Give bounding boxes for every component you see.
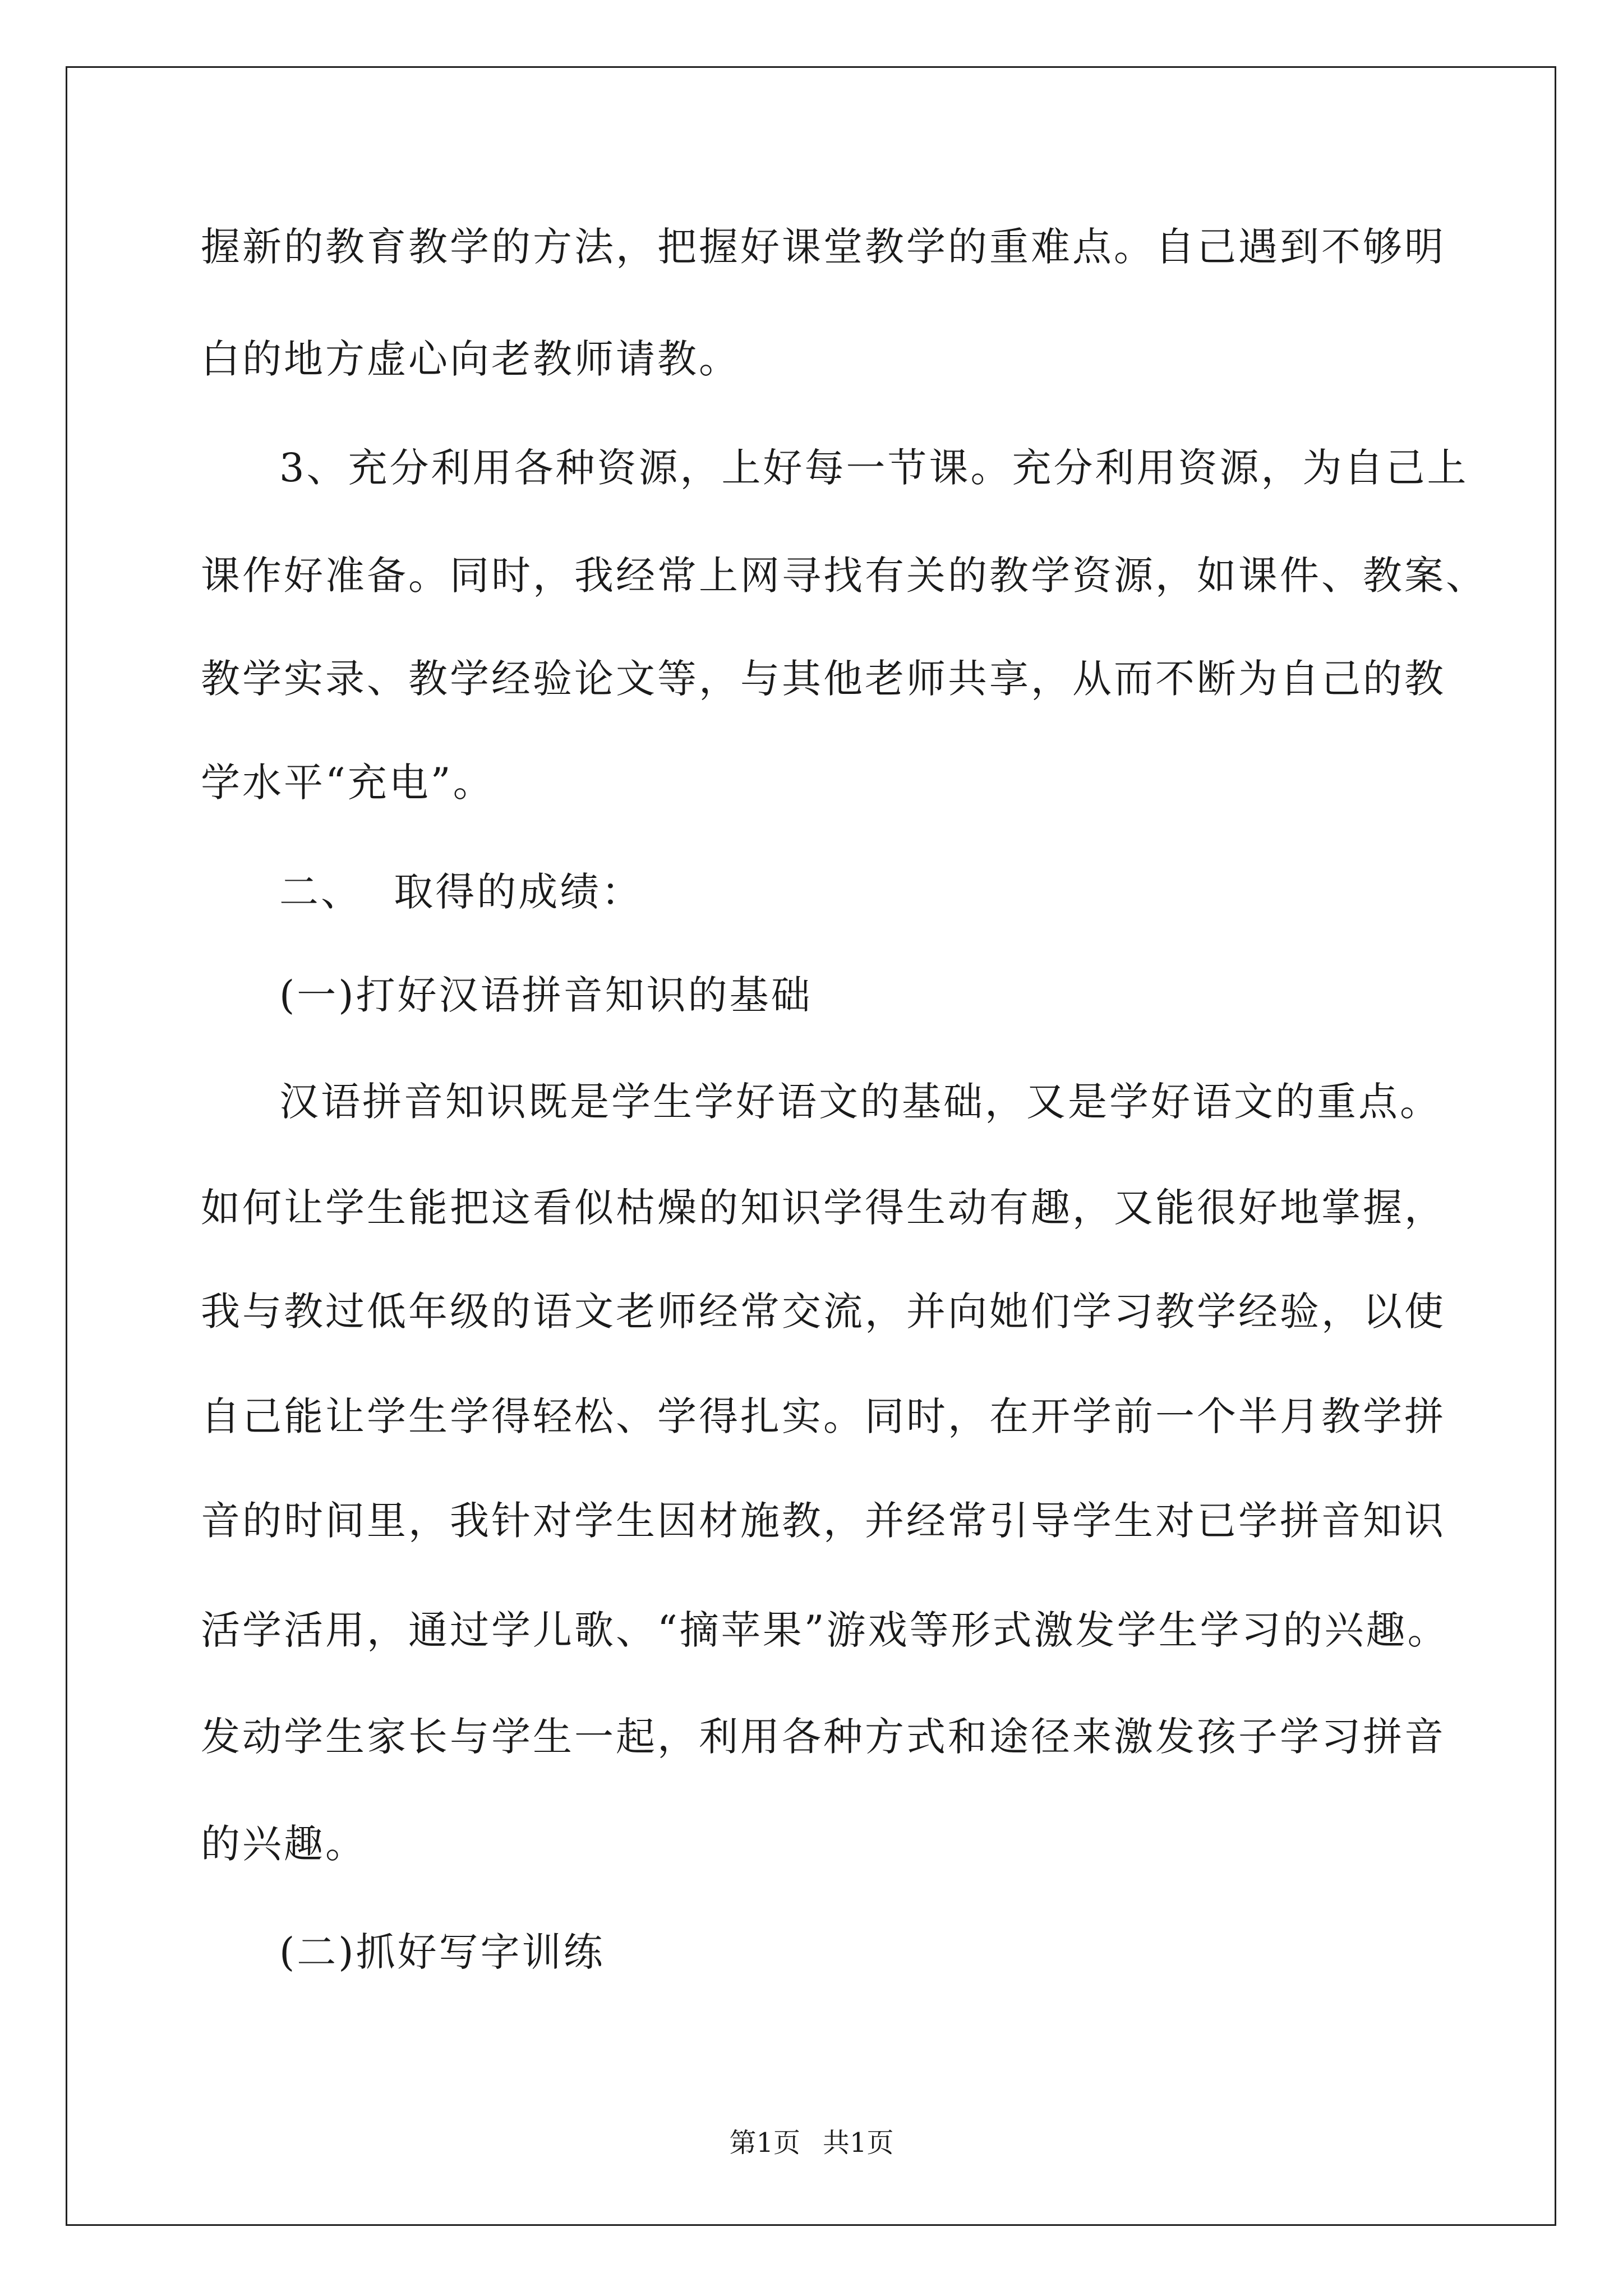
- paragraph-line: 握新的教育教学的方法，把握好课堂教学的重难点。自己遇到不够明: [201, 224, 1446, 270]
- paragraph-line: 教学实录、教学经验论文等，与其他老师共享，从而不断为自己的教: [201, 656, 1446, 702]
- paragraph-line: 发动学生家长与学生一起，利用各种方式和途径来激发孩子学习拼音: [201, 1714, 1446, 1760]
- section-heading: 二、 取得的成绩：: [279, 869, 643, 915]
- paragraph-line: 音的时间里，我针对学生因材施教，并经常引导学生对已学拼音知识: [201, 1498, 1446, 1544]
- paragraph-line: 白的地方虚心向老教师请教。: [201, 336, 740, 382]
- paragraph-line: 3、充分利用各种资源，上好每一节课。充分利用资源，为自己上: [279, 445, 1469, 491]
- paragraph-line: 我与教过低年级的语文老师经常交流，并向她们学习教学经验，以使: [201, 1289, 1446, 1335]
- page-total: 共1页: [823, 2127, 894, 2159]
- page-number: 第1页: [729, 2127, 800, 2159]
- subsection-heading: (一)打好汉语拼音知识的基础: [279, 972, 813, 1018]
- page-footer: [0, 2126, 1623, 2160]
- paragraph-line: 课作好准备。同时，我经常上网寻找有关的教学资源，如课件、教案、: [201, 553, 1487, 599]
- paragraph-line: 汉语拼音知识既是学生学好语文的基础，又是学好语文的重点。: [279, 1079, 1441, 1125]
- paragraph-line: 的兴趣。: [201, 1821, 367, 1867]
- paragraph-line: 学水平“充电”。: [201, 760, 495, 806]
- paragraph-line: 活学活用，通过学儿歌、“摘苹果”游戏等形式激发学生学习的兴趣。: [201, 1607, 1449, 1653]
- page-border: [66, 66, 1556, 2226]
- paragraph-line: 如何让学生能把这看似枯燥的知识学得生动有趣，又能很好地掌握，: [201, 1185, 1446, 1231]
- paragraph-line: 自己能让学生学得轻松、学得扎实。同时，在开学前一个半月教学拼: [201, 1393, 1446, 1439]
- subsection-heading: (二)抓好写字训练: [279, 1929, 605, 1975]
